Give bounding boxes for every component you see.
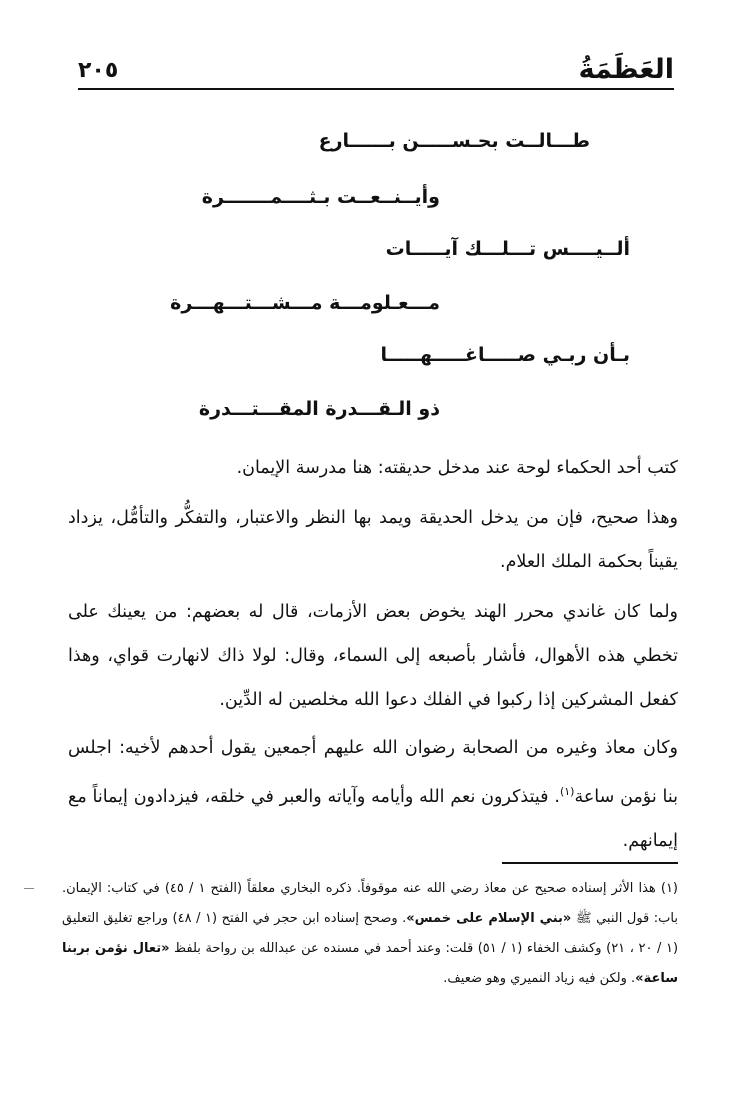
paragraph: ولما كان غاندي محرر الهند يخوض بعض الأزمات، قال له بعضهم: من يعينك على تخطي هذه الأهوال، فأشار بأصبعه إلى السماء، وقال: لولا ذاك لانهارت قواي، وهذا كفعل المشركين إذا ركبوا في الفلك دعوا الله مخلصين له الدِّين. bbox=[68, 602, 678, 710]
paragraph-text: وكان معاذ وغيره من الصحابة رضوان الله عليهم أجمعين يقول أحدهم لأخيه: اجلس بنا نؤمن ساعة bbox=[68, 738, 678, 807]
poem-line: ألــيــــس تـــلـــك آيـــــات bbox=[385, 238, 630, 260]
running-title: العَظَمَةُ bbox=[578, 54, 674, 85]
footnote bbox=[62, 874, 678, 994]
paragraph bbox=[68, 726, 678, 863]
poem-line: طـــالــت بحـســـــن بــــــارع bbox=[318, 130, 590, 152]
footnote-text: . وصحح إسناده ابن حجر في الفتح (١ / ٤٨) وراجع تغليق التعليق (١ / ٢٠ ، ٢١) وكشف الخفاء (١ / ٥١) قلت: وعند أحمد في مسنده عن عبدالله بن رواحة بلفظ bbox=[62, 911, 679, 956]
poem-line: بـأن ربـي صـــــاغـــــهـــــا bbox=[380, 344, 630, 366]
paragraph-text: . فيتذكرون نعم الله وأيامه وآياته والعبر في خلقه، فيزدادون إيماناً مع إيمانهم. bbox=[68, 786, 678, 851]
footnote-quote: «تعال نؤمن بربنا ساعة» bbox=[62, 941, 678, 986]
paragraph: وهذا صحيح، فإن من يدخل الحديقة ويمد بها النظر والاعتبار، والتفكُّر والتأمُّل، يزداد يقيناً بحكمة الملك العلام. bbox=[68, 508, 678, 572]
page-header bbox=[78, 48, 674, 90]
page-number: ٢٠٥ bbox=[78, 58, 119, 83]
poem-line: ذو الـقـــدرة المقـــتـــدرة bbox=[198, 398, 440, 420]
footnote-separator bbox=[502, 862, 678, 864]
footnote-text: . ولكن فيه زياد النميري وهو ضعيف. bbox=[443, 971, 636, 986]
poem-line: وأيــنــعــت بـثــــمـــــــرة bbox=[201, 186, 440, 208]
margin-mark bbox=[24, 888, 34, 889]
paragraph: كتب أحد الحكماء لوحة عند مدخل حديقته: هنا مدرسة الإيمان. bbox=[236, 458, 678, 478]
footnote-text: (١) هذا الأثر إسناده صحيح عن معاذ رضي الله عنه موقوفاً. ذكره البخاري معلقاً (الفتح ١ / ٤٥) في كتاب: الإيمان. باب: قول النبي ﷺ bbox=[62, 881, 678, 926]
footnote-quote: «بني الإسلام على خمس» bbox=[406, 911, 572, 926]
poem-line: مـــعـلومـــة مـــشـــتـــهـــرة bbox=[170, 292, 440, 314]
footnote-reference[interactable]: (١) bbox=[559, 785, 575, 798]
